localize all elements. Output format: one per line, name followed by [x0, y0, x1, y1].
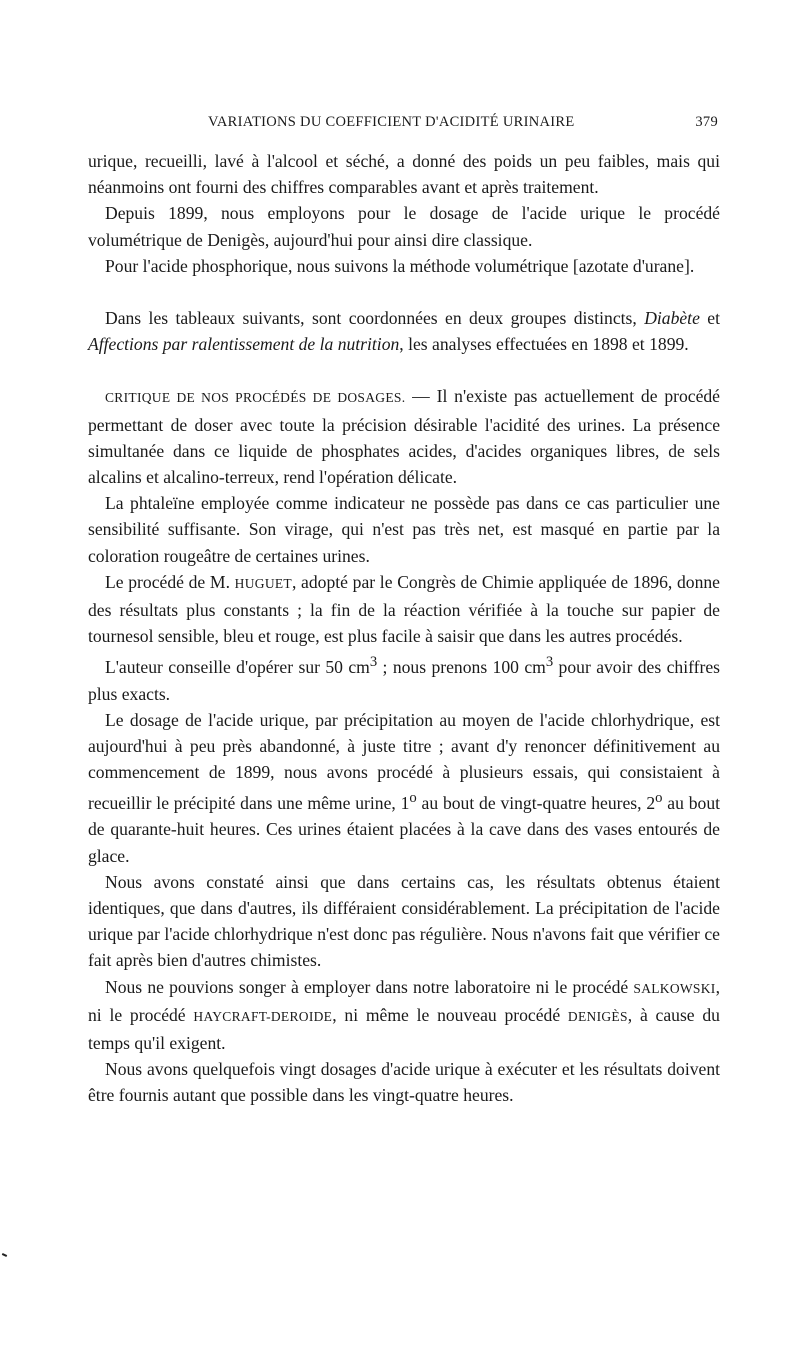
paragraph-6: La phtaleïne employée comme indicateur ne possède pas dans ce cas particulier une sensibilité suffisante. Son virage, qui n'est pas très net, est masqué en partie par la coloration rougeâtre de certaines urines.: [88, 493, 720, 566]
paragraph-8-text-a: L'auteur conseille d'opérer sur 50 cm: [105, 657, 370, 678]
section-title-affections: Affections par ralentissement de la nutrition: [88, 334, 400, 355]
paragraph-4-text-e: , les analyses effectuées en 1898 et 1899.: [399, 334, 689, 355]
paragraph-2: Depuis 1899, nous employons pour le dosage de l'acide urique le procédé volumétrique de Denigès, aujourd'hui pour ainsi dire classique.: [88, 203, 720, 250]
paragraph-11-text-c: , ni même le nouveau procédé: [332, 1004, 568, 1025]
body-text: [88, 148, 720, 1109]
paragraph-1: urique, recueilli, lavé à l'alcool et séché, a donné des poids un peu faibles, mais qui néanmoins ont fourni des chiffres comparables avant et après traitement.: [88, 151, 720, 198]
paragraph-3: Pour l'acide phosphorique, nous suivons la méthode volumétrique [azotate d'urane].: [105, 255, 695, 276]
paragraph-9-text-a: Le dosage de l'acide urique, par précipitation au moyen de l'acide chlorhydrique, est aujourd'hui à peu près abandonné, à juste titre ; avant d'y renoncer définitivement au commencement de 1899, nous avons procédé à plusieurs essais, qui consistaient à recueillir le précipité dans une même urine, 1: [88, 709, 720, 814]
paragraph-9-text-c: au bout de quarante-huit heures. Ces urines étaient placées à la cave dans des vases entourés de glace.: [88, 793, 721, 866]
section-title-diabete: Diabète: [644, 308, 700, 329]
paragraph-4-text-c: et: [699, 308, 720, 329]
page-number: 379: [695, 114, 718, 130]
paragraph-8-text-c: pour avoir des chiffres plus exacts.: [88, 657, 720, 704]
author-name-huguet: HUGUET: [234, 575, 292, 591]
author-name-deniges: DENIGÈS: [567, 1008, 628, 1024]
paragraph-7: [88, 569, 720, 650]
paragraph-9-text-b: au bout de vingt-quatre heures, 2: [416, 793, 656, 814]
paragraph-10: Nous avons constaté ainsi que dans certains cas, les résultats obtenus étaient identiques, que dans d'autres, ils différaient considérablement. La précipitation de l'acide urique par l'acide chlorhydrique n'est donc pas régulière. Nous n'avons fait que vérifier ce fait après bien d'autres chimistes.: [88, 871, 720, 971]
paragraph-11-text-a: Nous ne pouvions songer à employer dans notre laboratoire ni le procédé: [105, 976, 634, 997]
superscript: 3: [545, 654, 554, 671]
scan-mark: [2, 1253, 7, 1257]
paragraph-12: Nous avons quelquefois vingt dosages d'acide urique à exécuter et les résultats doivent être fournis autant que possible dans les vingt-quatre heures.: [88, 1059, 720, 1106]
paragraph-11: [88, 974, 720, 1057]
paragraph-spacer: [88, 279, 720, 305]
paragraph-9: [88, 707, 720, 869]
paragraph-8: [88, 649, 720, 706]
paragraph-spacer: [88, 357, 720, 383]
paragraph-7-text-a: Le procédé de M.: [105, 571, 235, 592]
superscript: 3: [369, 654, 378, 671]
paragraph-5: [88, 383, 720, 490]
running-title: VARIATIONS DU COEFFICIENT D'ACIDITÉ URINAIRE: [208, 114, 575, 130]
paragraph-4: [88, 305, 720, 357]
running-header: [88, 114, 718, 134]
paragraph-8-text-b: ; nous prenons 100 cm: [377, 657, 546, 678]
paragraph-11-text-b: , ni le procédé: [88, 976, 720, 1025]
author-name-salkowski: SALKOWSKI: [633, 980, 716, 996]
paragraph-11-text-d: , à cause du temps qu'il exigent.: [88, 1004, 720, 1054]
superscript: o: [655, 790, 663, 807]
paragraph-5-text: — Il n'existe pas actuellement de procédé permettant de doser avec toute la précision désirable l'acidité des urines. La présence simultanée dans ce liquide de phosphates acides, d'acides organiques libres, de sels alcalins et alcalino-terreux, rend l'opération délicate.: [88, 386, 720, 488]
paragraph-4-text-a: Dans les tableaux suivants, sont coordonnées en deux groupes distincts,: [105, 308, 645, 329]
superscript: o: [409, 790, 417, 807]
paragraph-7-text-b: , adopté par le Congrès de Chimie appliquée de 1896, donne des résultats plus constants ; la fin de la réaction vérifiée à la touche sur papier de tournesol sensible, bleu et rouge, est plus facile à saisir que dans les autres procédés.: [88, 571, 720, 647]
author-name-haycraft-deroide: HAYCRAFT-DEROIDE: [193, 1008, 333, 1024]
section-heading: CRITIQUE DE NOS PROCÉDÉS DE DOSAGES.: [105, 390, 406, 406]
